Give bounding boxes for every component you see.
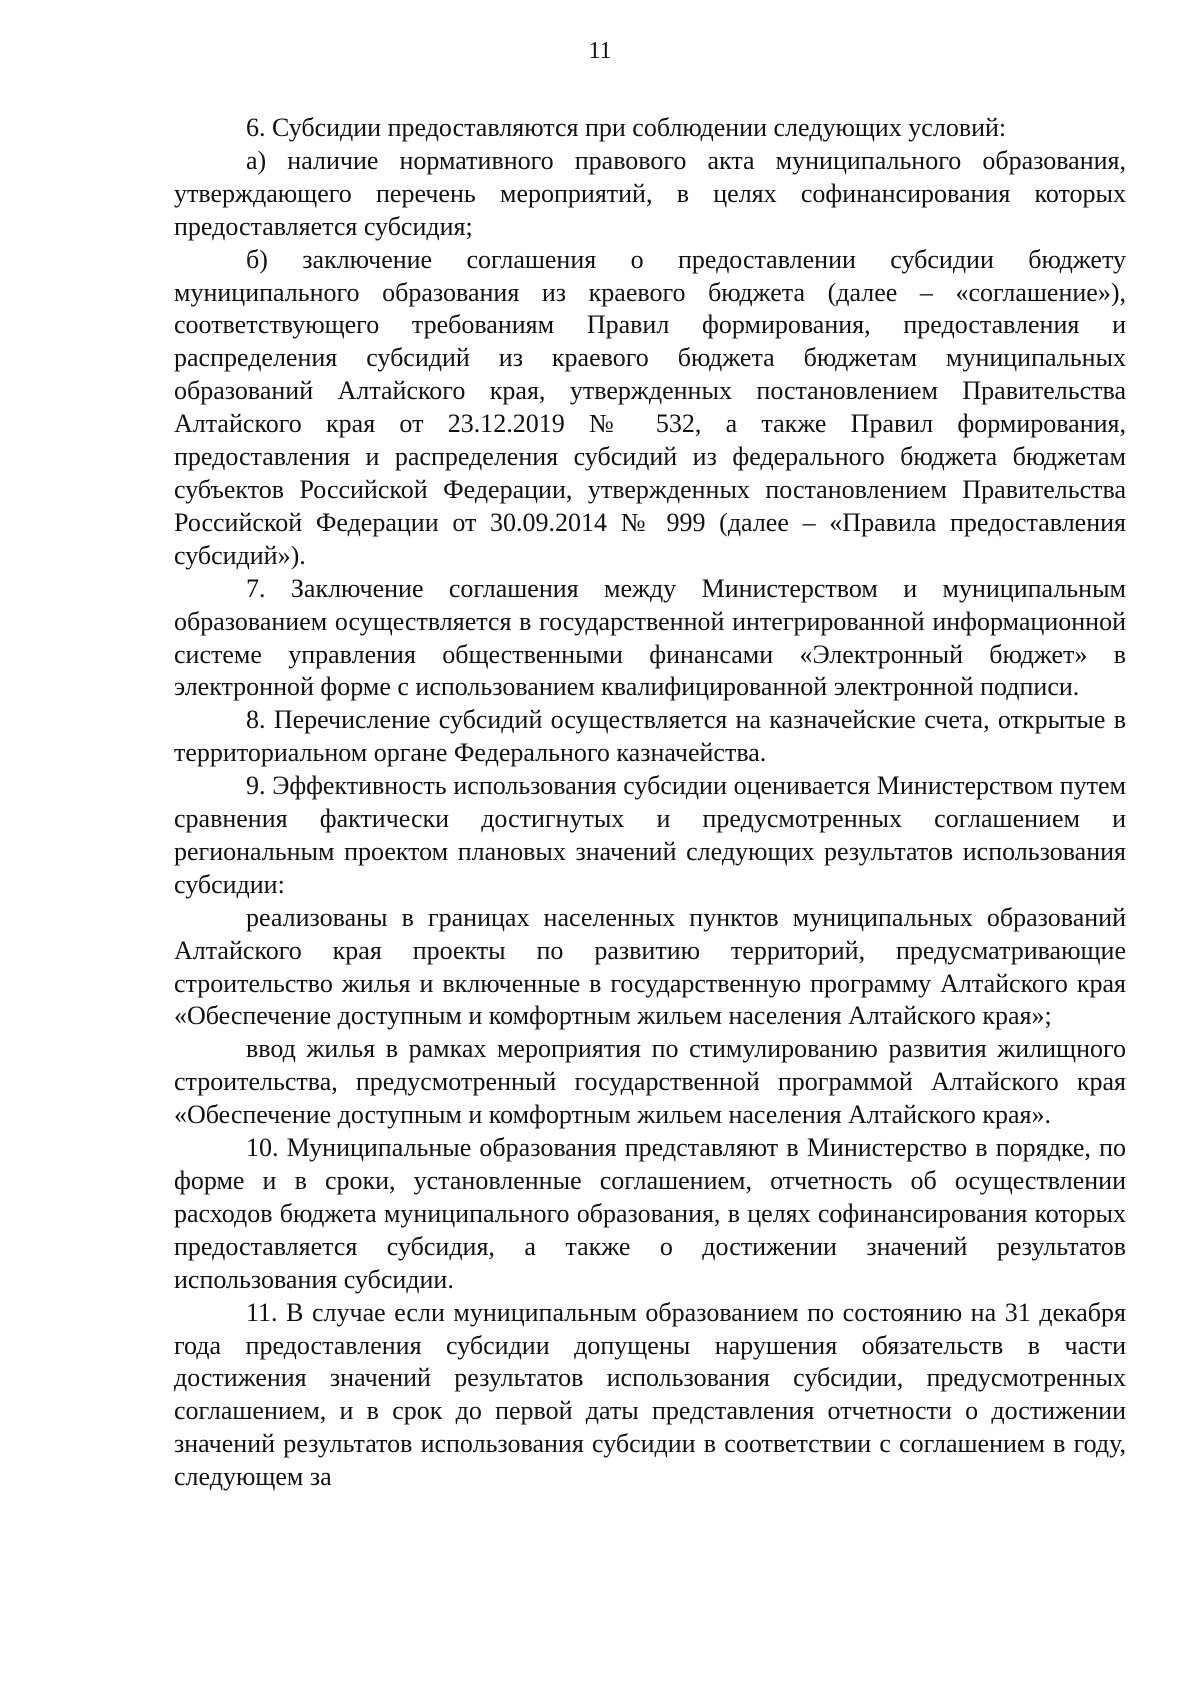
paragraph-11: 11. В случае если муниципальным образованием по состоянию на 31 декабря года предоставления субсидии допущены нарушения обязательств в части достижения значений результатов использования субсидии, предусмотренных соглашением, и в срок до первой даты представления отчетности о достижении значений результатов использования субсидии в соответствии с соглашением в году, следующем за: [174, 1297, 1126, 1492]
paragraph-9-result-1: реализованы в границах населенных пунктов муниципальных образований Алтайского края проекты по развитию территорий, предусматривающие строительство жилья и включенные в государственную программу Алтайского края «Обеспечение доступным и комфортным жильем населения Алтайского края»;: [174, 902, 1126, 1031]
paragraph-9: 9. Эффективность использования субсидии оценивается Министерством путем сравнения фактически достигнутых и предусмотренных соглашением и региональным проектом плановых значений следующих результатов использования субсидии:: [174, 771, 1126, 899]
paragraph-9-result-2: ввод жилья в рамках мероприятия по стимулированию развития жилищного строительства, предусмотренный государственной программой Алтайского края «Обеспечение доступным и комфортным жильем населения Алтайского края».: [174, 1034, 1126, 1130]
page-number: 11: [588, 38, 612, 64]
paragraph-6b: б) заключение соглашения о предоставлении субсидии бюджету муниципального образования из краевого бюджета (далее – «соглашение»), соответствующего требованиям Правил формирования, предоставления и распределения субсидий из краевого бюджета бюджетам муниципальных образований Алтайского края, утвержденных постановлением Правительства Алтайского края от 23.12.2019 № 532, а также Правил формирования, предоставления и распределения субсидий из федерального бюджета бюджетам субъектов Российской Федерации, утвержденных постановлением Правительства Российской Федерации от 30.09.2014 № 999 (далее – «Правила предоставления субсидий»).: [174, 244, 1126, 570]
paragraph-7: 7. Заключение соглашения между Министерством и муниципальным образованием осуществляется в государственной интегрированной информационной системе управления общественными финансами «Электронный бюджет» в электронной форме с использованием квалифицированной электронной подписи.: [174, 573, 1126, 702]
paragraph-6a: а) наличие нормативного правового акта муниципального образования, утверждающего перечень мероприятий, в целях софинансирования которых предоставляется субсидия;: [174, 145, 1126, 241]
document-body: [174, 112, 1126, 1494]
paragraph-6: 6. Субсидии предоставляются при соблюдении следующих условий:: [246, 113, 1007, 142]
paragraph-10: 10. Муниципальные образования представляют в Министерство в порядке, по форме и в сроки, установленные соглашением, отчетность об осуществлении расходов бюджета муниципального образования, в целях софинансирования которых предоставляется субсидия, а также о достижении значений результатов использования субсидии.: [174, 1133, 1126, 1294]
paragraph-8: 8. Перечисление субсидий осуществляется на казначейские счета, открытые в территориальном органе Федерального казначейства.: [174, 705, 1126, 768]
